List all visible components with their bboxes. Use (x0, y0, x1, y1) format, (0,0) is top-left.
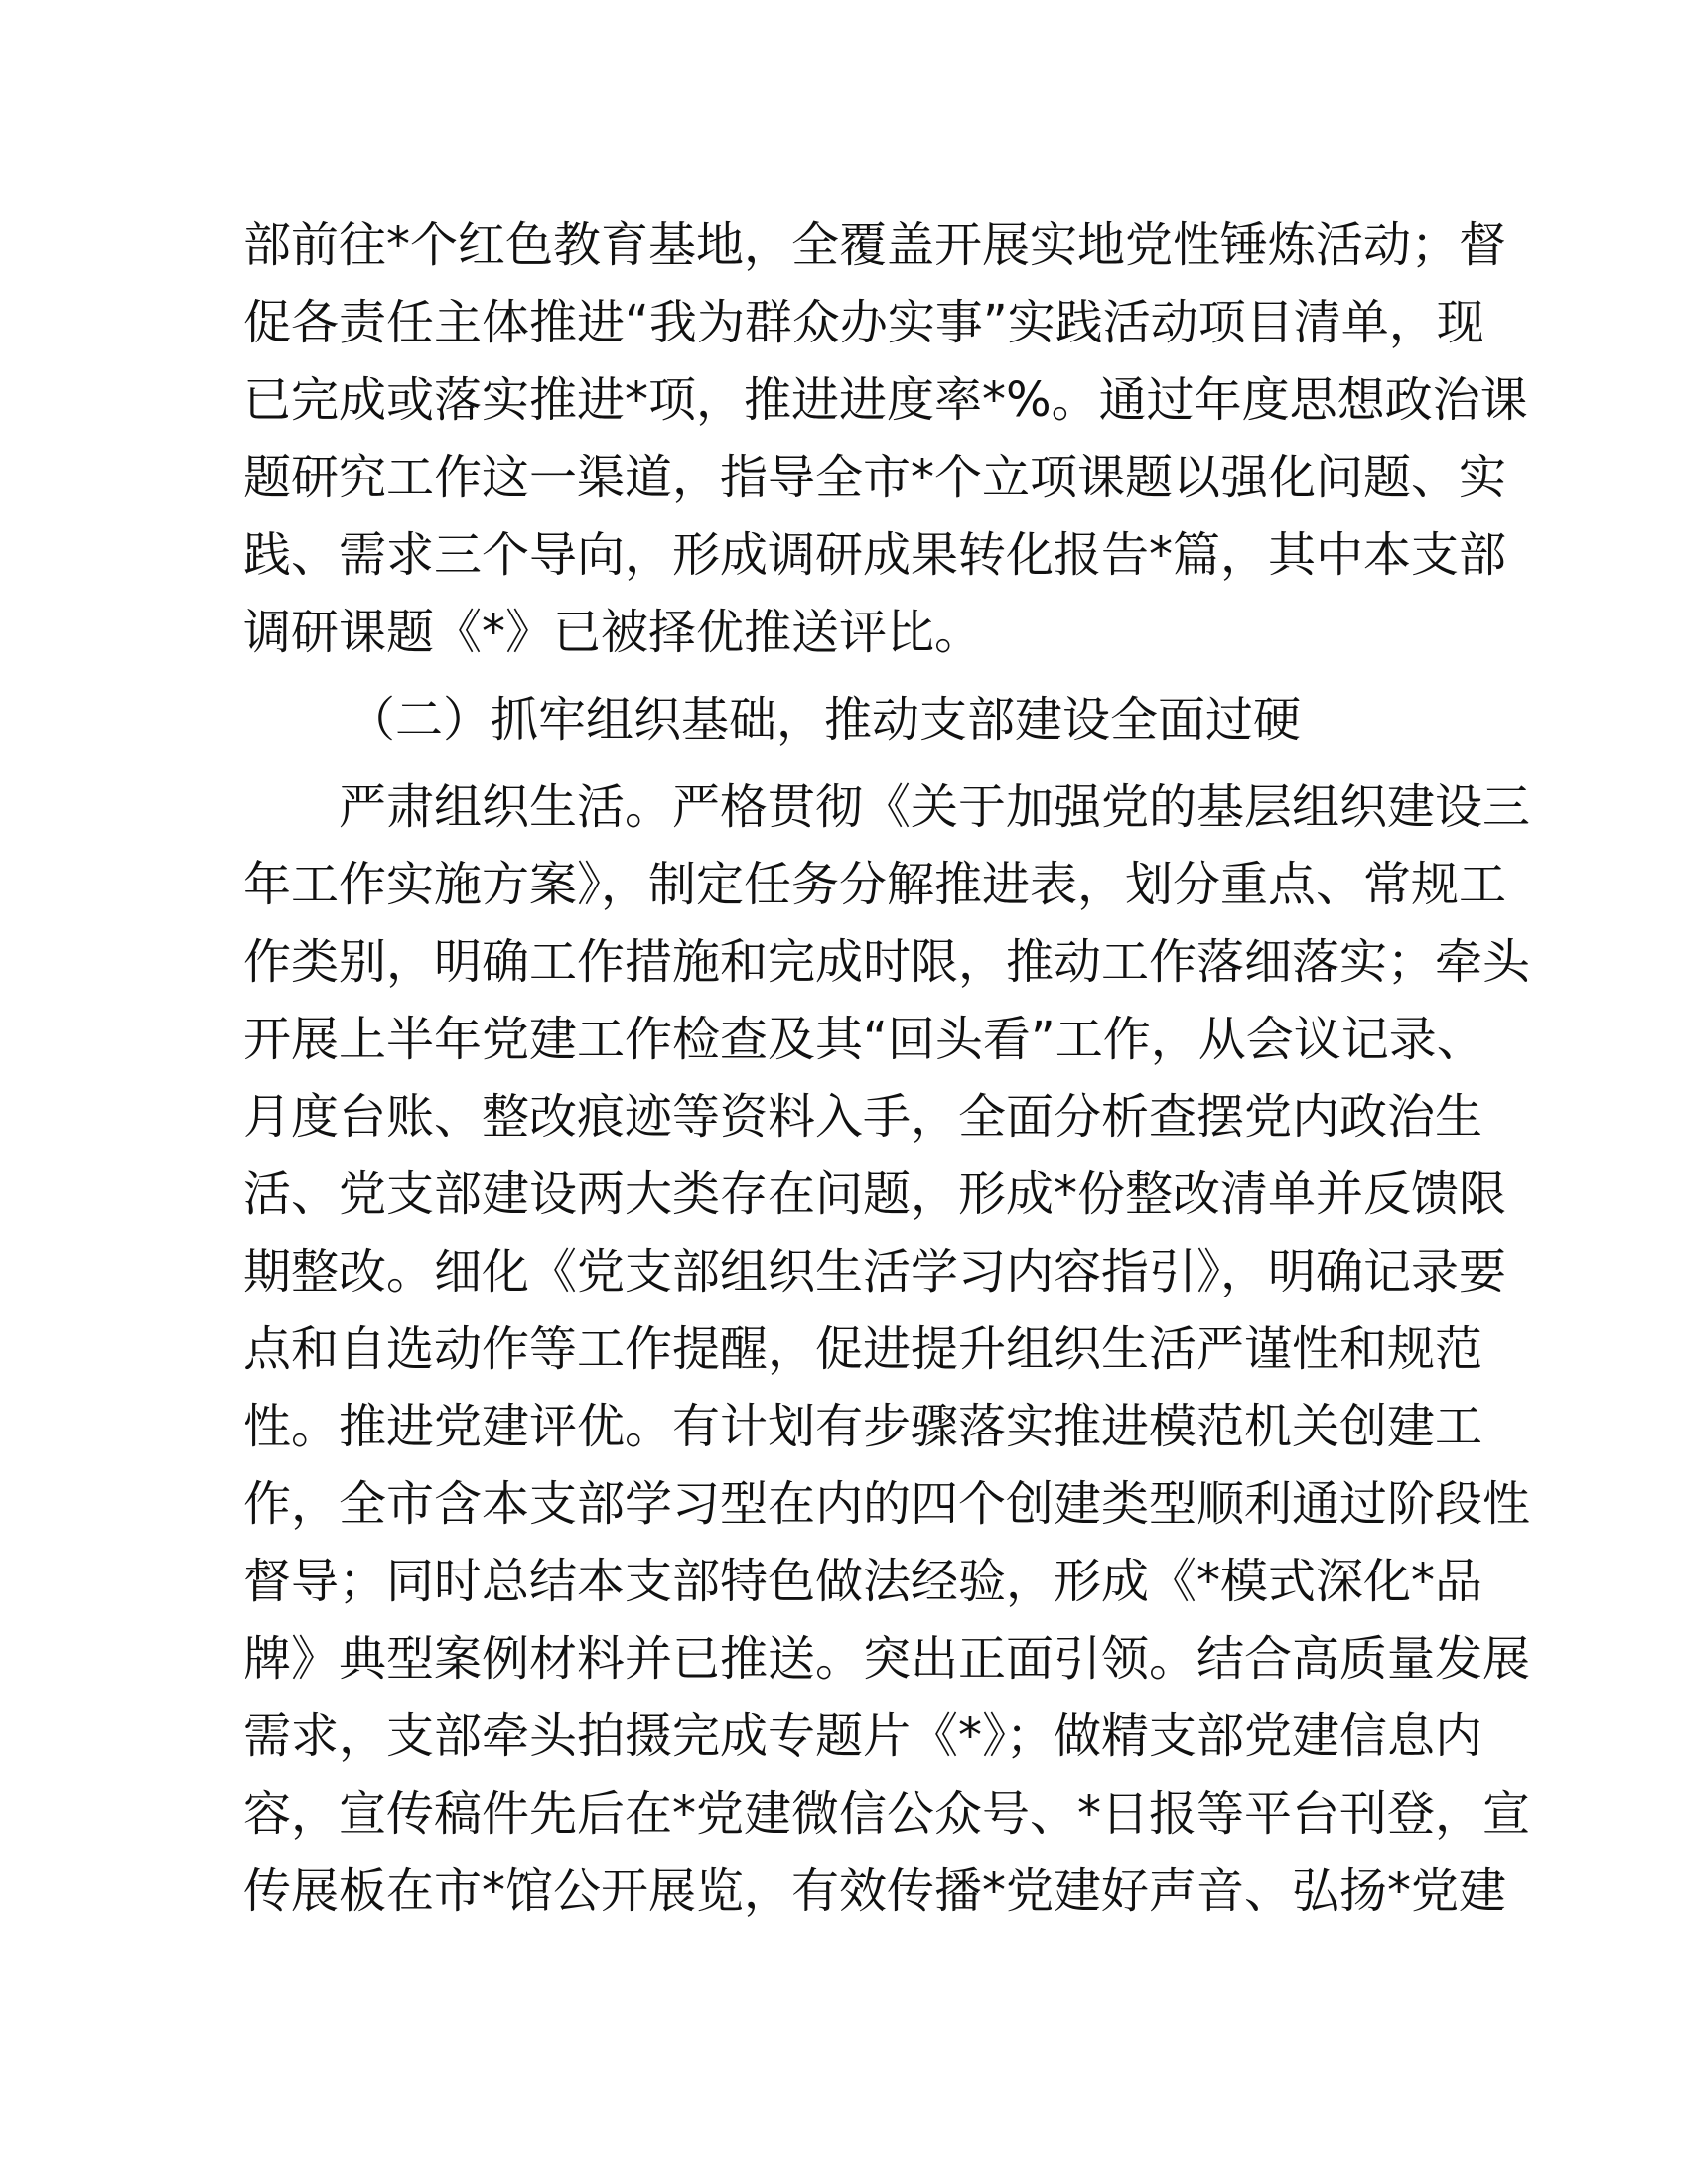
section-heading: （二）抓牢组织基础，推动支部建设全面过硬 (348, 692, 1302, 748)
text-line: 牌》典型案例材料并已推送。突出正面引领。结合高质量发展 (243, 1631, 1531, 1687)
text-line: 年工作实施方案》，制定任务分解推进表，划分重点、常规工 (243, 857, 1507, 912)
text-line: 题研究工作这一渠道，指导全市*个立项课题以强化问题、实 (243, 450, 1507, 505)
text-line: 严肃组织生活。严格贯彻《关于加强党的基层组织建设三 (339, 779, 1531, 835)
document-body (243, 206, 1531, 1930)
text-line: 期整改。细化《党支部组织生活学习内容指引》，明确记录要 (243, 1244, 1507, 1299)
paragraph-2 (243, 768, 1531, 1930)
paragraph-gap (243, 758, 1435, 768)
text-line: 活、党支部建设两大类存在问题，形成*份整改清单并反馈限 (243, 1166, 1507, 1222)
text-line: 点和自选动作等工作提醒，促进提升组织生活严谨性和规范 (243, 1321, 1483, 1377)
paragraph-gap (243, 671, 1435, 681)
text-line: 需求，支部牵头拍摄完成专题片《*》；做精支部党建信息内 (243, 1708, 1483, 1764)
text-line: 部前往*个红色教育基地，全覆盖开展实地党性锤炼活动；督 (243, 217, 1507, 273)
text-line: 践、需求三个导向，形成调研成果转化报告*篇，其中本支部 (243, 527, 1507, 583)
text-line: 月度台账、整改痕迹等资料入手，全面分析查摆党内政治生 (243, 1089, 1483, 1145)
text-line: 调研课题《*》已被择优推送评比。 (243, 605, 983, 660)
text-line: 已完成或落实推进*项，推进进度率*%。通过年度思想政治课 (243, 372, 1528, 428)
text-line: 督导；同时总结本支部特色做法经验，形成《*模式深化*品 (243, 1554, 1483, 1609)
text-line: 开展上半年党建工作检查及其“回头看”工作，从会议记录、 (243, 1012, 1484, 1067)
text-line: 传展板在市*馆公开展览，有效传播*党建好声音、弘扬*党建 (243, 1863, 1507, 1919)
text-line: 作，全市含本支部学习型在内的四个创建类型顺利通过阶段性 (243, 1476, 1531, 1532)
paragraph-1 (243, 206, 1528, 671)
text-line: 性。推进党建评优。有计划有步骤落实推进模范机关创建工 (243, 1399, 1483, 1454)
text-line: 作类别，明确工作措施和完成时限，推动工作落细落实；牵头 (243, 934, 1531, 990)
text-line: 促各责任主体推进“我为群众办实事”实践活动项目清单，现 (243, 295, 1484, 350)
text-line: 容，宣传稿件先后在*党建微信公众号、*日报等平台刊登，宣 (243, 1786, 1531, 1842)
